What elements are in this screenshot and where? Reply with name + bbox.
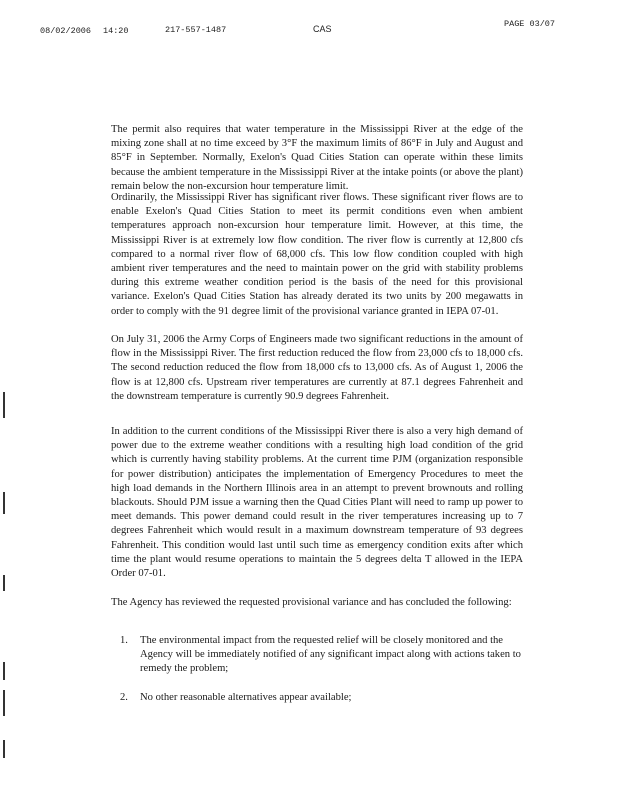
fax-date: 08/02/2006 (40, 26, 92, 36)
paragraph-water-temperature-limits: The permit also requires that water temperature in the Mississippi River at the edge of the mixing zone shall at no time exceed by 3°F the maximum limits of 86°F in July and August and 85°F in September. Normally, Exelon's Quad Cities Station can operate within these limits because the ambient temperature in the Mississippi River at the intake points (or above the plant) remain below the non-excursion hour temperature limit. (111, 124, 523, 192)
paragraph-river-flow-conditions: Ordinarily, the Mississippi River has significant river flows. These significant river flows are to enable Exelon's Quad Cities Station to meet its permit conditions even when ambient temperatures approach non-excursion hour temperature limit. However, at this time, the Mississippi River is at extremely low flow condition. The river flow is currently at 12,800 cfs compared to a normal river flow of 68,000 cfs. This low flow condition coupled with high ambient river temperatures and the need to maintain power on the grid with stability problems during this extreme weather condition period is the basis of the need for this provisional variance. Exelon's Quad Cities Station has already derated its two units by 200 megawatts in order to comply with the 91 degree limit of the provisional variance granted in IEPA 07-01. (111, 192, 523, 317)
list-item-number: 2. (120, 691, 128, 703)
scan-edge-mark (3, 575, 5, 591)
paragraph-agency-review: The Agency has reviewed the requested provisional variance and has concluded the following: (111, 597, 512, 608)
scan-edge-mark (3, 492, 5, 514)
list-item-text: No other reasonable alternatives appear available; (140, 691, 352, 703)
fax-phone: 217-557-1487 (165, 25, 227, 35)
paragraph-power-demand: In addition to the current conditions of the Mississippi River there is also a very high demand of power due to the extreme weather conditions with a resulting high load condition of the grid which is currently having stability problems. At the current time PJM (organization responsible for power distribution) anticipates the implementation of Emergency Procedures to meet the high load demands in the Northern Illinois area in an attempt to prevent brownouts and rolling blackouts. Should PJM issue a warning then the Quad Cities Plant will need to ramp up power to meet demands. This power demand could result in the river temperatures increasing up to 7 degrees Fahrenheit which would result in a maximum downstream temperature of 93 degrees Fahrenheit. This condition would last until such time as emergency condition exits after which time the plant would resume operations to maintain the 5 degrees delta T allowed in the IEPA Order 07-01. (111, 426, 523, 580)
list-item-number: 1. (120, 635, 128, 646)
scan-edge-mark (3, 392, 5, 418)
list-item (120, 634, 524, 677)
list-item (120, 691, 524, 705)
list-item-text: The environmental impact from the requested relief will be closely monitored and the Agency will be immediately notified of any significant impact along with actions taken to remedy the problem; (140, 635, 521, 675)
findings-list (120, 634, 524, 719)
fax-header (0, 0, 619, 50)
scan-edge-mark (3, 690, 5, 716)
scan-edge-mark (3, 740, 5, 758)
fax-time: 14:20 (103, 26, 129, 36)
paragraph-flow-reductions: On July 31, 2006 the Army Corps of Engineers made two significant reductions in the amount of flow in the Mississippi River. The first reduction reduced the flow from 23,000 cfs to 18,000 cfs. The second reduction reduced the flow from 18,000 cfs to 13,000 cfs. As of August 1, 2006 the flow is at 12,800 cfs. Upstream river temperatures are currently at 87.1 degrees Fahrenheit and the downstream temperature is currently 90.9 degrees Fahrenheit. (111, 334, 523, 402)
scan-edge-mark (3, 662, 5, 680)
fax-sender: CAS (313, 24, 332, 34)
fax-page-number: PAGE 03/07 (504, 19, 556, 29)
